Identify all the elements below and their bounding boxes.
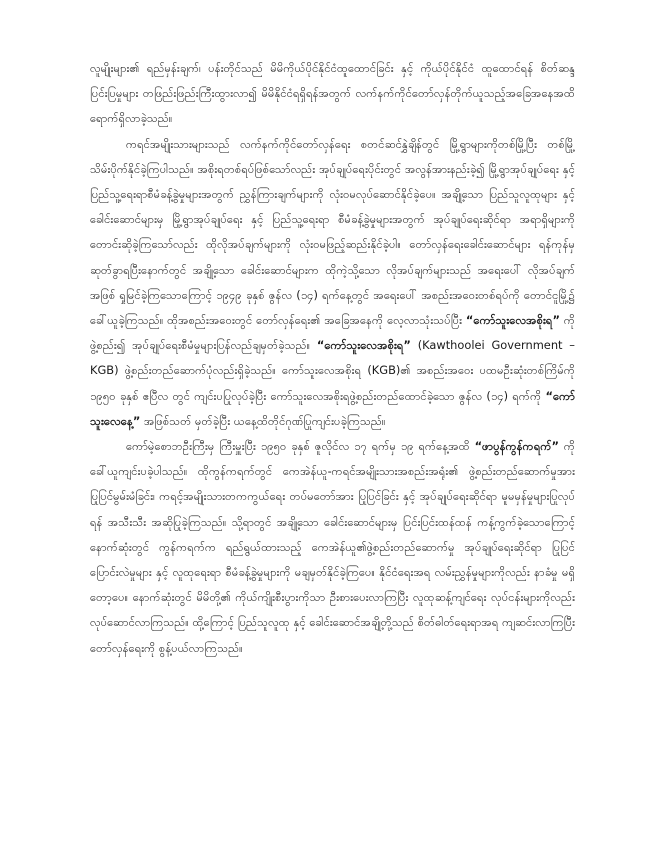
paragraph-2-text-a: ကရင်အမျိုးသားများသည် လက်နက်ကိုင်တော်လှန်ရေး စတင်ဆင်နွှဲချိန်တွင် မြို့ရွာများကိုတစ်မြို့ပြီး တစ်မြို့ သိမ်းပိုက်နိုင်ခဲ့ကြပါသည်။ အစိုးရတစ်ရပ်ဖြစ်သော်လည်း အုပ်ချုပ်ရေးပိုင်းတွင် အလွန်အားနည်းခဲ့၍ မြို့ရွာအုပ်ချုပ်ရေး နှင့် ပြည်သူ့ရေးရာစီမံခန့်ခွဲမှုများအတွက် ညွှန်ကြားချက်များကို လုံးဝမလုပ်ဆောင်နိုင်ခဲ့ပေ။ အချို့သော ပြည်သူလူထုများ နှင့် ခေါင်းဆောင်များမှ မြို့ရွာအုပ်ချုပ်ရေး နှင့် ပြည်သူ့ရေးရာ စီမံခန့်ခွဲမှုများအတွက် အုပ်ချုပ်ရေးဆိုင်ရာ အရာရှိများကို တောင်းဆိုခဲ့ကြသော်လည်း ထိုလိုအပ်ချက်များကို လုံးဝမဖြည့်ဆည်းနိုင်ခဲ့ပါ။ တော်လှန်ရေးခေါင်းဆောင်များ ရန်ကုန်မှ ဆုတ်ခွာရပြီးနောက်တွင် အချို့သော ခေါင်းဆောင်များက ထိုကဲ့သို့သော လိုအပ်ချက်များသည် အရေးပေါ် လိုအပ်ချက်အဖြစ် ရှုမြင်ခဲ့ကြသောကြောင့် ၁၉၄၉ ခုနှစ် ဇွန်လ (၁၄) ရက်နေ့တွင် အရေးပေါ် အစည်းအဝေးတစ်ရပ်ကို တောင်ငူမြို့၌ ခေါ်ယူခဲ့ကြသည်။ ထိုအစည်းအဝေးတွင် တော်လှန်ရေး၏ အခြေအနေကို လေ့လာသုံးသပ်ပြီး <box>90 136 575 328</box>
papun-congress-term: “ဖာပွန်ကွန်ကရက်” <box>474 439 559 454</box>
paragraph-2 <box>90 132 575 434</box>
paragraph-2-text-c: (Kawthoolei Government – KGB) ဖွဲ့စည်းတည်ဆောက်ပုံလည်းရှိခဲ့သည်။ ကော်သူးလေအစိုးရ (KGB)၏ အစည်းအဝေး ပထမဦးဆုံးတစ်ကြိမ်ကို ၁၉၅၀ ခုနှစ် ဧပြီလ တွင် ကျင်းပပြုလုပ်ခဲ့ပြီး ကော်သူးလေအစိုးရဖွဲ့စည်းတည်ထောင်ခဲ့သော ဇွန်လ (၁၄) ရက်ကို <box>90 338 575 403</box>
document-body <box>90 56 575 661</box>
paragraph-3 <box>90 434 575 661</box>
paragraph-1-text: လူမျိုးများ၏ ရည်မှန်းချက်၊ ပန်းတိုင်သည် မိမိကိုယ်ပိုင်နိုင်ငံထူထောင်ခြင်း နှင့် ကိုယ်ပိုင်နိုင်ငံ ထူထောင်ရန် စိတ်ဆန္ဒ ပြင်းပြမှုများ တဖြည်းဖြည်းကြီးထွားလာ၍ မိမိနိုင်ငံရရှိရန်အတွက် လက်နက်ကိုင်တော်လှန်တိုက်ယူသည့်အခြေအနေအထိ ရောက်ရှိလာခဲ့သည်။ <box>90 61 575 126</box>
paragraph-3-text-a: ကော်မဲ့စောဘဦးကြီးမှ ကြီးမှူးပြီး ၁၉၅၀ ခုနှစ် ဇူလိုင်လ ၁၇ ရက်မှ ၁၉ ရက်နေ့အထိ <box>126 439 475 454</box>
kawthoolei-government-term-1: “ကော်သူးလေအစိုးရ” <box>465 313 560 328</box>
paragraph-2-text-d: အဖြစ်သတ် မှတ်ခဲ့ပြီး ယနေ့ထိတိုင်ဂုဏ်ပြုကျင်းပခဲ့ကြသည်။ <box>140 413 386 428</box>
kawthoolei-day-term: “ကော်သူးလေနေ့” <box>90 388 575 428</box>
paragraph-2-text-b: ကို ဖွဲ့စည်း၍ အုပ်ချုပ်ရေးစီမံမှုများပြန်လည်ချမှတ်ခဲ့သည်။ <box>90 313 575 353</box>
paragraph-3-text-b: ကို ခေါ်ယူကျင်းပခဲ့ပါသည်။ ထိုကွန်ကရက်တွင် ကေအဲန်ယူ-ကရင်အမျိုးသားအစည်းအရုံး၏ ဖွဲ့စည်းတည်ဆောက်မှုအား ပြုပြင်မွမ်းမံခြင်း၊ ကရင့်အမျိုးသားတကကွယ်ရေး တပ်မတော်အား ပြုပြင်ခြင်း နှင့် အုပ်ချုပ်ရေးဆိုင်ရာ မူမမှန်မှုများပြုလုပ်ရန် အသီးသီး အဆိုပြုခဲ့ကြသည်။ သို့ရာတွင် အချို့သော ခေါင်းဆောင်များမှ ပြင်းပြင်းထန်ထန် ကန့်ကွက်ခဲ့သောကြောင့် နောက်ဆုံးတွင် ကွန်ကရက်က ရည်ရွယ်ထားသည့် ကေအဲန်ယူ၏ဖွဲ့စည်းတည်ဆောက်မှု အုပ်ချုပ်ရေးဆိုင်ရာ ပြုပြင်ပြောင်းလဲမှုများ နှင့် လူထုရေးရာ စီမံခန့်ခွဲမှုများကို မချမှတ်နိုင်ခဲ့ကြပေ။ နိုင်ငံရေးအရ လမ်းညွှန်မှုများကိုလည်း နာခံမှု မရှိတော့ပေ။ နောက်ဆုံးတွင် မိမိတို့၏ ကိုယ်ကျိုးစီးပွားကိုသာ ဦးစားပေးလာကြပြီး လူထုဆန့်ကျင်ရေး လုပ်ငန်းများကိုလည်း လုပ်ဆောင်လာကြသည်။ ထို့ကြောင့် ပြည်သူလူထု နှင့် ခေါင်းဆောင်အချို့တို့သည် စိတ်ဓါတ်ရေးရာအရ ကျဆင်းလာကြပြီး တော်လှန်ရေးကို စွန့်ပယ်လာကြသည်။ <box>90 439 575 655</box>
paragraph-1 <box>90 56 575 132</box>
kawthoolei-government-term-2: “ကော်သူးလေအစိုးရ” <box>316 338 411 353</box>
